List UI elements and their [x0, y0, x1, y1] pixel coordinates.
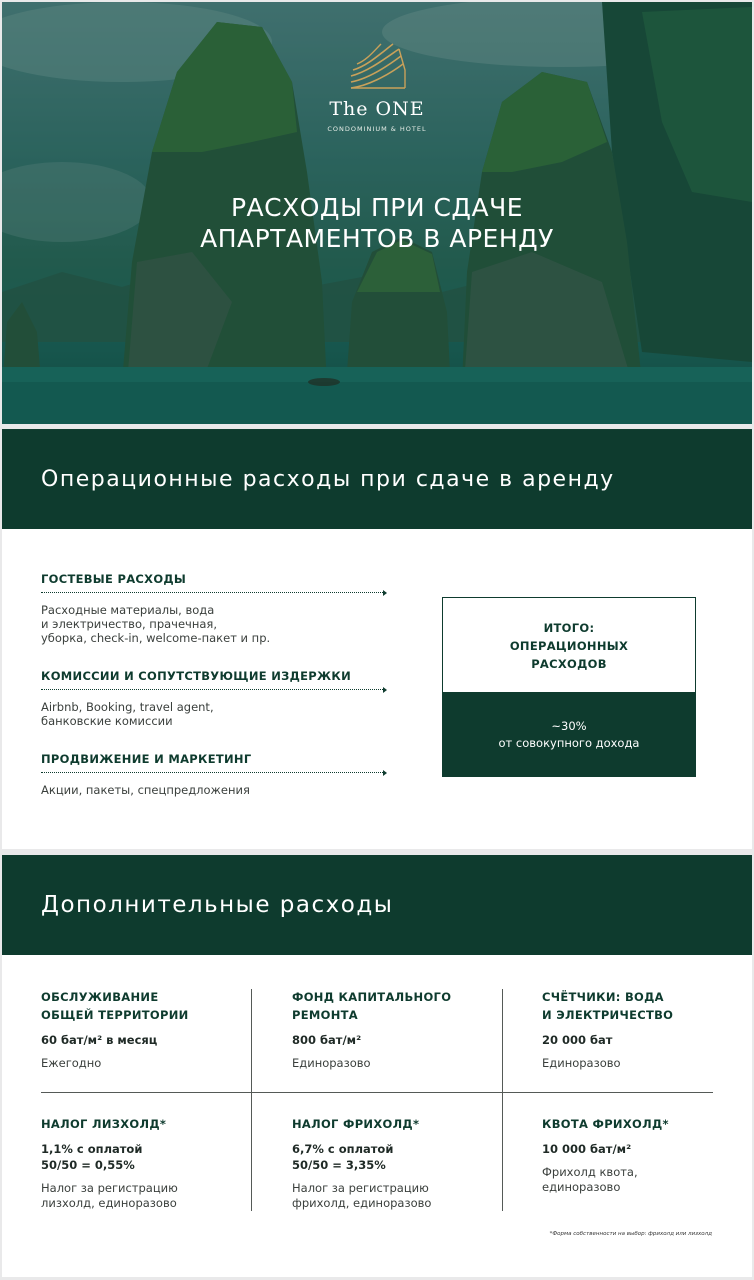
- total-value-note: от совокупного дохода: [498, 735, 640, 750]
- total-value-block: [443, 692, 695, 777]
- total-value: ~30%: [551, 718, 587, 733]
- total-label-line: ОПЕРАЦИОННЫХ: [509, 639, 629, 653]
- cell-note: [292, 1181, 502, 1211]
- cell-value-line: 6,7% с оплатой: [292, 1142, 394, 1156]
- item-description-line: банковские комиссии: [41, 714, 173, 728]
- cell-value: [41, 1032, 251, 1048]
- cell-value-line: 50/50 = 0,55%: [41, 1158, 135, 1172]
- cell-note: [542, 1056, 752, 1071]
- logo-wave-icon: [347, 42, 407, 92]
- additional-panel: [2, 955, 752, 1277]
- logo-subtitle: CONDOMINIUM & HOTEL: [327, 125, 427, 133]
- additional-heading: Дополнительные расходы: [2, 855, 752, 955]
- cell-note: [41, 1056, 251, 1071]
- cell-note: [41, 1181, 251, 1211]
- item-title: ГОСТЕВЫЕ РАСХОДЫ: [41, 572, 385, 593]
- cell-note-line: единоразово: [542, 1180, 621, 1194]
- total-label-line: ИТОГО:: [543, 621, 595, 635]
- cell-value: [292, 1032, 502, 1048]
- cell-title-line: НАЛОГ ЛИЗХОЛД*: [41, 1117, 167, 1131]
- cell-value: [292, 1141, 502, 1173]
- commissions-item: [41, 669, 385, 728]
- cell-value-line: 50/50 = 3,35%: [292, 1158, 386, 1172]
- item-description-line: Акции, пакеты, спецпредложения: [41, 783, 250, 797]
- hero-banner: [2, 2, 752, 424]
- common-area-cell: [41, 988, 251, 1071]
- cell-value-line: 20 000 бат: [542, 1033, 613, 1047]
- cell-title-line: ФОНД КАПИТАЛЬНОГО: [292, 990, 452, 1004]
- cell-title-line: И ЭЛЕКТРИЧЕСТВО: [542, 1008, 674, 1022]
- guest-expenses-item: [41, 572, 385, 645]
- cell-note-line: Единоразово: [292, 1056, 371, 1070]
- total-label-line: РАСХОДОВ: [531, 657, 607, 671]
- freehold-tax-cell: [292, 1115, 502, 1211]
- cell-note-line: Ежегодно: [41, 1056, 102, 1070]
- leasehold-tax-cell: [41, 1115, 251, 1211]
- cell-note-line: Налог за регистрацию: [41, 1181, 178, 1195]
- item-description: [41, 603, 385, 645]
- cell-title: [542, 1115, 752, 1133]
- cell-value-line: 800 бат/м²: [292, 1033, 362, 1047]
- cell-title-line: НАЛОГ ФРИХОЛД*: [292, 1117, 420, 1131]
- freehold-quota-cell: [542, 1115, 752, 1195]
- cell-value: [542, 1032, 752, 1048]
- cell-note: [542, 1165, 752, 1195]
- logo-name: The ONE: [329, 98, 425, 120]
- item-description-line: Расходные материалы, вода: [41, 603, 215, 617]
- total-label: [443, 598, 695, 692]
- cell-title-line: КВОТА ФРИХОЛД*: [542, 1117, 669, 1131]
- cell-note: [292, 1056, 502, 1071]
- cell-title: [41, 988, 251, 1024]
- item-title: КОМИССИИ И СОПУТСТВУЮЩИЕ ИЗДЕРЖКИ: [41, 669, 385, 690]
- cell-title: [292, 988, 502, 1024]
- cell-note-line: Единоразово: [542, 1056, 621, 1070]
- cell-value-line: 10 000 бат/м²: [542, 1142, 632, 1156]
- page-title-line-2: АПАРТАМЕНТОВ В АРЕНДУ: [200, 224, 554, 253]
- cell-title: [41, 1115, 251, 1133]
- cell-note-line: фрихолд, единоразово: [292, 1196, 432, 1210]
- repair-fund-cell: [292, 988, 502, 1071]
- cell-title: [542, 988, 752, 1024]
- cell-note-line: Фрихолд квота,: [542, 1165, 638, 1179]
- footnote: *Форма собственности на выбор: фрихолд или лизхолд: [549, 1231, 712, 1237]
- total-box: [442, 597, 696, 777]
- cell-title-line: РЕМОНТА: [292, 1008, 358, 1022]
- cell-note-line: лизхолд, единоразово: [41, 1196, 177, 1210]
- cell-note-line: Налог за регистрацию: [292, 1181, 429, 1195]
- marketing-item: [41, 752, 385, 797]
- cell-value-line: 60 бат/м² в месяц: [41, 1033, 158, 1047]
- cell-value: [41, 1141, 251, 1173]
- item-description: [41, 700, 385, 728]
- grid-divider: [41, 1092, 713, 1093]
- operational-panel: [2, 529, 752, 849]
- item-description: [41, 783, 385, 797]
- cell-title-line: ОБСЛУЖИВАНИЕ: [41, 990, 159, 1004]
- cell-value-line: 1,1% с оплатой: [41, 1142, 143, 1156]
- cell-value: [542, 1141, 752, 1157]
- cell-title: [292, 1115, 502, 1133]
- cell-title-line: ОБЩЕЙ ТЕРРИТОРИИ: [41, 1008, 189, 1022]
- grid-divider: [251, 989, 252, 1211]
- item-description-line: и электричество, прачечная,: [41, 617, 217, 631]
- page-title-line-1: РАСХОДЫ ПРИ СДАЧЕ: [230, 193, 524, 222]
- cell-title-line: СЧЁТЧИКИ: ВОДА: [542, 990, 664, 1004]
- item-description-line: уборка, check-in, welcome-пакет и пр.: [41, 631, 271, 645]
- page-title: [2, 192, 752, 254]
- grid-divider: [502, 989, 503, 1211]
- logo: [2, 42, 752, 133]
- operational-heading: Операционные расходы при сдаче в аренду: [2, 429, 752, 529]
- item-title: ПРОДВИЖЕНИЕ И МАРКЕТИНГ: [41, 752, 385, 773]
- meters-cell: [542, 988, 752, 1071]
- item-description-line: Airbnb, Booking, travel agent,: [41, 700, 214, 714]
